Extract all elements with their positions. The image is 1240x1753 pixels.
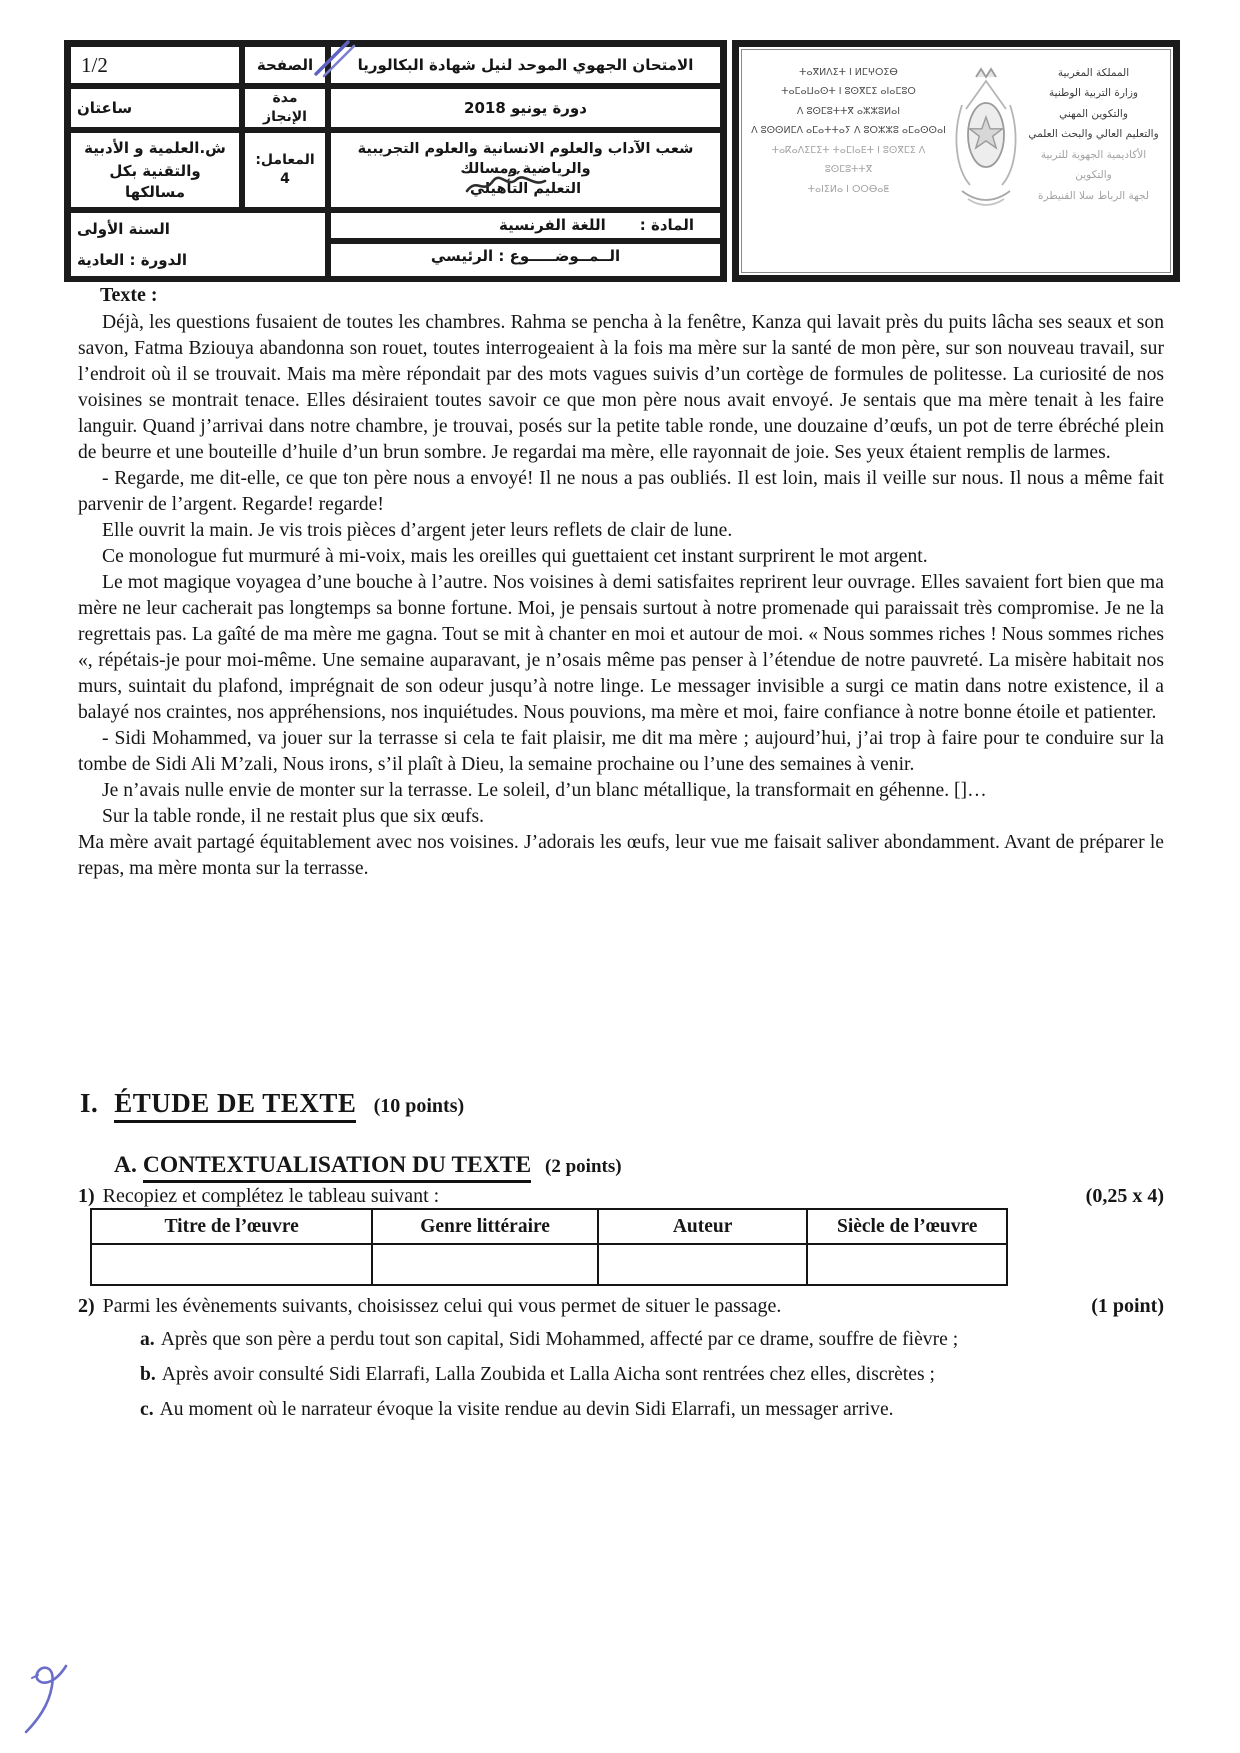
table-empty-cell — [807, 1244, 1007, 1285]
question-1-number: 1) — [78, 1185, 95, 1207]
section-heading-etude — [80, 1088, 464, 1119]
moroccan-coat-of-arms-icon — [946, 63, 1026, 275]
table-header-auteur: Auteur — [598, 1209, 808, 1244]
question-1-text-wrap — [78, 1183, 439, 1209]
texte-paragraph: - Regarde, me dit-elle, ce que ton père nous a envoyé! Il ne nous a pas oubliés. Il est loin, mais il veille sur nous. Il nous a même fait parvenir de l’argent. Regarde! regarde! — [78, 468, 1164, 515]
option-b-letter: b. — [140, 1364, 156, 1385]
streams-full-line2: التعليم التأهيلي — [469, 181, 582, 198]
tifinagh-line: ⵜⴰⴽⴰⴷⵉⵎⵉⵜ ⵜⴰⵎⵏⴰⴹⵜ ⵏ ⵓⵙⴳⵎⵉ ⴷ ⵓⵙⵎⵓⵜⵜⴳ — [771, 144, 926, 176]
table-empty-cell — [598, 1244, 808, 1285]
option-c — [140, 1395, 1024, 1424]
subsection-title: CONTEXTUALISATION DU TEXTE — [143, 1152, 531, 1183]
texte-paragraph: Ma mère avait partagé équitablement avec nos voisines. J’adorais les œufs, leur vue me faisait saliver abondamment. Avant de préparer le repas, ma mère monta sur la terrasse. — [78, 832, 1164, 879]
table-empty-cell — [91, 1244, 372, 1285]
table-header-genre: Genre littéraire — [372, 1209, 598, 1244]
texte-label: Texte : — [100, 284, 158, 306]
topic-cell — [331, 244, 720, 276]
year-session-cell — [71, 213, 325, 276]
page-number-label: الصفحة — [245, 47, 325, 83]
texte-paragraph: Déjà, les questions fusaient de toutes les chambres. Rahma se pencha à la fenêtre, Kanza qui lavait près du puits lâcha ses seaux et son savon, Fatma Bziouya abandonna son rouet, toutes interrogeaient à la fois ma mère sur la santé de mon père, sur son nouveau travail, sur l’endroit où il se trouvait. Mais ma mère répondait par des mots vagues suivis d’un cortège de formules de politesse. La curiosité de nos voisines se montrait tenace. Elles désiraient toutes savoir ce que mon père nous avait envoyé. Je sentais que ma mère tenait à les faire languir. Quand j’arrivai dans notre chambre, je trouvai, posés sur la petite table ronde, une douzaine d’œufs, un pot de terre ébréché plein de beurre et une bouteille d’huile d’un brun sombre. Je regardai ma mère, elle rayonnait de joie. Ses yeux étaient remplis de larmes. — [78, 312, 1164, 463]
section-number: I. — [80, 1088, 99, 1118]
exam-title: الامتحان الجهوي الموحد لنيل شهادة البكالوريا — [331, 47, 720, 83]
question-2-points: (1 point) — [1091, 1295, 1164, 1317]
texte-paragraph: - Sidi Mohammed, va jouer sur la terrasse si cela te fait plaisir, me dit ma mère ; aujourd’hui, j’ai trop à faire pour te conduire sur la tombe de Sidi Ali M’zali, Nous irons, s’il plaît à Dieu, la semaine prochaine ou l’une des semaines à venir. — [78, 728, 1164, 775]
tifinagh-line: ⴷ ⵓⵙⵙⵍⵎⴷ ⴰⵎⴰⵜⵜⴰⵢ ⴷ ⵓⵔⵣⵣⵓ ⴰⵎⴰⵙⵙⴰⵏ — [751, 125, 946, 137]
streams-short-value — [71, 133, 239, 207]
tifinagh-line: ⴷ ⵓⵙⵎⵓⵜⵜⴳ ⴰⵣⵣⵓⵍⴰⵏ — [796, 105, 901, 117]
texte-paragraph: Le mot magique voyagea d’une bouche à l’autre. Nos voisines à demi satisfaites reprirent leur ouvrage. Elles savaient fort bien que ma mère ne leur cacherait pas longtemps sa bonne fortune. Moi, je pensais surtout à notre promenade qui paraissait très compromise. Je ne la regrettais pas. La gaîté de ma mère me gagna. Tout se mit à chanter en moi et autour de moi. « Nous sommes riches ! Nous sommes riches «, répétais-je pour moi-même. Une semaine auparavant, je n’osais même pas penser à l’étendue de notre pauvreté. La misère habitait nos murs, suintait du plafond, imprégnait de son odeur jusqu’à notre linge. Le messager invisible a surgi ce matin dans notre existence, il a balayé nos craintes, nos appréhensions, nos inquiétudes. Nous pouvions, ma mère et moi, faire confiance à notre bonne étoile et patienter. — [78, 572, 1164, 723]
subject-topic-stack — [331, 213, 720, 276]
streams-full-title — [331, 133, 720, 207]
coefficient-label: المعامل: 4 — [245, 133, 325, 207]
duration-label: مدة الإنجاز — [245, 89, 325, 127]
option-c-letter: c. — [140, 1399, 154, 1420]
ministry-arabic-line: لجهة الرباط سلا القنيطرة — [1038, 189, 1149, 202]
ministry-arabic-text — [1026, 63, 1161, 275]
streams-short-line2: والتقنية بكل مسالكها — [109, 162, 201, 201]
pen-mark-bottom-icon — [18, 1652, 88, 1742]
texte-body — [78, 310, 1164, 882]
question-1-text: Recopiez et complétez le tableau suivant : — [102, 1185, 440, 1207]
table-header-siecle: Siècle de l’œuvre — [807, 1209, 1007, 1244]
section-title: ÉTUDE DE TEXTE — [114, 1088, 356, 1123]
streams-short-line1: ش.العلمية و الأدبية — [84, 139, 226, 158]
section-heading-contextualisation — [114, 1152, 622, 1179]
question-2 — [78, 1293, 1164, 1319]
oeuvre-table — [90, 1208, 1008, 1286]
subject-label: المادة : — [639, 216, 694, 235]
duration-value: ساعتان — [71, 89, 239, 127]
header-table — [64, 40, 1180, 282]
texte-paragraph: Je n’avais nulle envie de monter sur la terrasse. Le soleil, d’un blanc métallique, la transformait en géhenne. []… — [102, 780, 987, 801]
tifinagh-line: ⵜⴰⴳⵍⴷⵉⵜ ⵏ ⵍⵎⵖⵔⵉⴱ — [799, 67, 898, 78]
question-2-options — [140, 1325, 1024, 1430]
question-2-number: 2) — [78, 1295, 95, 1317]
option-b-text: Après avoir consulté Sidi Elarrafi, Lalla Zoubida et Lalla Aicha sont rentrées chez elles, discrètes ; — [161, 1364, 935, 1385]
ministry-arabic-line: وزارة التربية الوطنية — [1049, 87, 1138, 100]
table-header-row — [91, 1209, 1007, 1244]
ministry-arabic-line: والتكوين المهني — [1059, 107, 1128, 120]
subsection-points: (2 points) — [545, 1156, 622, 1177]
question-1-points: (0,25 x 4) — [1085, 1185, 1164, 1207]
session-value: دورة يونيو 2018 — [331, 89, 720, 127]
subject-value: اللغة الفرنسية — [499, 216, 606, 235]
tifinagh-line: ⵜⴰⵏⵉⵍⴰ ⵏ ⵔⵔⴱⴰⵟ — [807, 183, 890, 195]
ministry-arabic-line: المملكة المغربية — [1057, 67, 1130, 79]
option-a-letter: a. — [140, 1329, 155, 1350]
option-b — [140, 1360, 1024, 1389]
table-empty-row — [91, 1244, 1007, 1285]
question-2-text-wrap — [78, 1293, 781, 1319]
ministry-box — [732, 40, 1180, 282]
tifinagh-line: ⵜⴰⵎⴰⵡⴰⵙⵜ ⵏ ⵓⵙⴳⵎⵉ ⴰⵏⴰⵎⵓⵔ — [781, 86, 916, 98]
section-points: (10 points) — [373, 1095, 465, 1117]
ministry-content — [739, 47, 1173, 275]
ministry-tifinagh-text — [751, 63, 946, 275]
texte-paragraph: Sur la table ronde, il ne restait plus que six œufs. — [102, 806, 485, 827]
topic-value: الــمــوضـــــوع : الرئيسي — [430, 246, 621, 265]
subsection-letter: A. — [114, 1152, 137, 1178]
header-info-grid — [64, 40, 727, 282]
texte-paragraph: Elle ouvrit la main. Je vis trois pièces d’argent jeter leurs reflets de clair de lune. — [102, 520, 733, 541]
texte-paragraph: Ce monologue fut murmuré à mi-voix, mais les oreilles qui guettaient cet instant surprirent le mot argent. — [102, 546, 928, 567]
year-line2: الدورة : العادية — [77, 250, 187, 269]
table-header-titre: Titre de l’œuvre — [91, 1209, 372, 1244]
ministry-arabic-line: والتعليم العالي والبحث العلمي — [1028, 128, 1159, 141]
option-a-text: Après que son père a perdu tout son capital, Sidi Mohammed, affecté par ce drame, souffre de fièvre ; — [160, 1329, 959, 1350]
subject-cell — [331, 213, 720, 238]
question-2-text: Parmi les évènements suivants, choisissez celui qui vous permet de situer le passage. — [102, 1295, 782, 1317]
option-a — [140, 1325, 1024, 1354]
year-line1: السنة الأولى — [77, 220, 170, 239]
page-number-value: 1/2 — [71, 47, 239, 83]
streams-full-line1: شعب الآداب والعلوم الانسانية والعلوم التجريبية والرياضية ومسالك — [357, 141, 694, 177]
table-empty-cell — [372, 1244, 598, 1285]
ministry-arabic-line: الأكاديمية الجهوية للتربية والتكوين — [1040, 148, 1147, 182]
question-1 — [78, 1183, 1164, 1209]
option-c-text: Au moment où le narrateur évoque la visite rendue au devin Sidi Elarrafi, un messager arrive. — [159, 1399, 894, 1420]
